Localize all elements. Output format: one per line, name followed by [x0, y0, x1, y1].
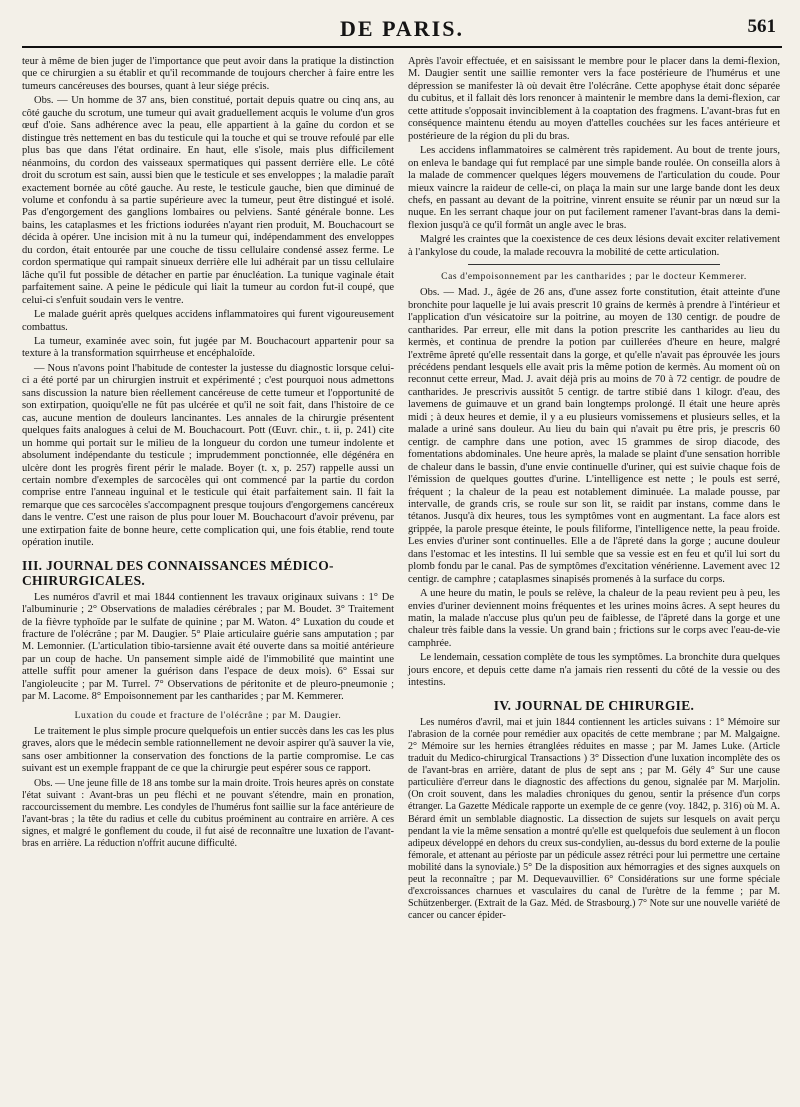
- page-header: [22, 12, 782, 48]
- paragraph: Les numéros d'avril et mai 1844 contiennent les travaux originaux suivans : 1° De l'albuminurie ; 2° Observations de maladies cérébrales ; par M. Boudet. 3° Traitement de la fièvre typhoïde par le sulfate de quinine ; par M. Waton. 4° Luxation du coude et fracture de l'olécrâne ; par M. Daugier. 5° Plaie articulaire guérie sans amputation ; par M. Lemonnier. (L'articulation tibio-tarsienne avait été ouverte dans sa moitié antérieure par un coup de hache. Un pansement simple aidé de l'immobilité que maintint une attelle suffit pour amener la guérison dans l'espace de deux mois). 6° Essai sur l'angioleucite ; par M. Turrel. 7° Observations de péritonite et de pleuro-pneumonie ; par M. Lacome. 8° Empoisonnement par les cantharides ; par M. Kemmerer.: [22, 591, 394, 703]
- section-heading: IV. JOURNAL DE CHIRURGIE.: [493, 697, 695, 713]
- paragraph: Les numéros d'avril, mai et juin 1844 contiennent les articles suivans : 1° Mémoire sur l'abrasion de la cornée pour remédier aux opacités de cette membrane ; par M. Malgaigne. 2° Mémoire sur les hernies étranglées réduites en masse ; par M. James Luke. (Article traduit du Medico-chirurgical Transactions ) 3° Dissection d'une luxation incomplète des os de l'avant-bras en arrière, datant de plus de sept ans ; par M. Gély 4° Sur une cause particulière d'erreur dans le diagnostic des affections du genou, signalée par M. Marjolin. (On croit souvent, dans les maladies chroniques du genou, sentir la présence d'un corps étranger. La Gazette Médicale rapporte un exemple de ce genre (voy. 1842, p. 316) où M. A. Bérard émit un semblable diagnostic. La dissection de sujets sur lesquels on avait perçu pendant la vie la même sensation a montré qu'elle est quelquefois due seulement à un flocon adipeux développé en dehors du creux sus-condylien, au-dessus du bord externe de la poulie fémorale, et attenant au périoste par un pédicule assez rétréci pour lui permettre une certaine mobilité dans la synoviale.) 5° De la disposition aux hémorragies et des signes auxquels on peut la reconnaître ; par M. Dequevauvillier. 6° Considérations sur une forme spéciale d'excroissances charnues et vasculaires du canal de l'urètre de la femme ; par M. Schützenberger. (Extrait de la Gaz. Méd. de Strasbourg.) 7° Note sur une nouvelle variété de cancer ou cancer épider-: [408, 716, 780, 922]
- paragraph: Après l'avoir effectuée, et en saisissant le membre pour le placer dans la demi-flexion, M. Daugier sentit une saillie remonter vers la face postérieure de l'humérus et une dépression se manifester là où devait être l'olécrâne. Cette apophyse était donc séparée du cubitus, et il fallait dès lors renoncer à maintenir le membre dans la demi-flexion, car cette attitude s'opposait invinciblement à la coaptation des fragmens. L'avant-bras fut en conséquence maintenu étendu au moyen d'attelles couchées sur les faces antérieure et postérieure de la région du pli du bras.: [408, 56, 780, 142]
- paragraph: Le lendemain, cessation complète de tous les symptômes. La bronchite dura quelques jours encore, et depuis cette dame n'a jamais rien ressenti du côté de la vessie ou des intestins.: [408, 652, 780, 689]
- paragraph: La tumeur, examinée avec soin, fut jugée par M. Bouchacourt appartenir pour sa texture à la transformation squirrheuse et encéphaloïde.: [22, 335, 394, 360]
- observation-paragraph: Obs. — Mad. J., âgée de 26 ans, d'une assez forte constitution, était atteinte d'une bronchite pour laquelle je lui avais prescrit 10 grains de kermès à prendre à l'intérieur et l'application d'un vésicatoire sur la poitrine, au moyen de 130 centigr. de poudre de cantharides. Par erreur, elle mit dans la potion prescrite les cantharides au lieu du kermès, et continua de prendre la potion par cuillerées d'heure en heure, malgré l'extrême âpreté qu'elle ressentait dans la gorge, et qu'elle n'avait pas éprouvée les jours précédens pendant lesquels elle avait pris la même potion de kermès. Au moment où on reconnut cette erreur, Mad. J. avait déjà pris au moins de 70 à 72 centigr. de poudre de cantharides. Je prescrivis aussitôt 5 centigr. de tartre stibié dans 1 kilogr. d'eau, des lavemens de guimauve et un grand bain longtemps prolongé. Il était une heure après midi ; à deux heures et demie, il y a eu plusieurs vomissemens et plusieurs selles, et la malade a uriné sans douleur. Au lieu du bain qui n'avait pu être pris, je prescris 60 centigr. de camphre dans une potion, avec 15 grammes de sirop diacode, des fomentations abdominales. Une heure après, la malade se plaint d'une sensation horrible de chaleur dans le bassin, d'une envie continuelle d'uriner, qui est suivie chaque fois de l'émission de quelques gouttes d'urine. L'intelligence est nette ; le pouls est serré, fréquent ; la chaleur de la peau est notablement diminuée. La malade pousse, par intervalle, de grands cris, se roule sur son lit, se raidit par instans, comme dans le tétanos. Jusqu'à dix heures, tous les symptômes vont en augmentant. La face alors est grippée, la parole presque éteinte, le pouls filiforme, l'intelligence nette, la peau froide. Les envies d'uriner sont continuelles. Elle a de l'âpreté dans la gorge ; aucune douleur dans l'estomac et les intestins. Il lui semble que sa vessie est en feu et qu'il lui sort du plomb fondu par le canal. Pas de symptômes d'excitation vénérienne. Lavement avec 12 centigr. de camphre ; cataplasmes sinapisés promenés à la surface du corps.: [408, 287, 780, 585]
- paragraph: Malgré les craintes que la coexistence de ces deux lésions devait exciter relativement à l'ankylose du coude, la malade recouvra la mobilité de cette articulation.: [408, 234, 780, 258]
- newspaper-page: [22, 12, 782, 924]
- observation-paragraph: Obs. — Une jeune fille de 18 ans tombe sur la main droite. Trois heures après on constate l'état suivant : Avant-bras un peu fléchi et ne pouvant s'étendre, main en pronation, raccourcissement du membre. Les condyles de l'humérus font saillie sur la face antérieure de l'avant-bras ; la tête du radius et celle du cubitus proéminent au contraire en arrière. A ces signes, et malgré le gonflement du coude, il fut aisé de reconnaître une luxation de l'avant-bras en arrière. La réduction n'offrit aucune difficulté.: [22, 777, 394, 850]
- paragraph: Le traitement le plus simple procure quelquefois un entier succès dans les cas les plus graves, alors que le médecin semble rationnellement ne devoir aspirer qu'à sauver la vie, sans oser ambitionner la conservation des fonctions de la partie compromise. Le cas suivant est un exemple frappant de ce que la chirurgie peut espérer sous ce rapport.: [22, 725, 394, 775]
- commentary-paragraph: — Nous n'avons point l'habitude de contester la justesse du diagnostic lorsque celui-ci a été porté par un chirurgien instruit et expérimenté ; c'est pourquoi nous admettons sans discussion la nature bien réellement cancéreuse de cette tumeur et l'opportunité de son extirpation, quoiqu'elle ne fût pas ulcérée et qu'il ne soit fait, dans l'histoire de ce cas, aucune mention de douleurs lancinantes. Les annales de la chirurgie présentent quelques faits analogues à celui de M. Bouchacourt. Pott (Œuvr. chir., t. ii, p. 241) cite un homme qui portait sur le milieu de la longueur du cordon une tumeur indolente et absolument indépendante du testicule ; imprudemment ponctionnée, elle dégénéra en ulcère dont les progrès firent périr le malade. Boyer (t. x, p. 257) rappelle aussi un certain nombre d'exemples de sarcocèles qui ont commencé par la partie du cordon comprise entre l'anneau inguinal et le testicule qui était parfaitement sain. Il fait la remarque que ces sarcocèles s'accompagnent presque toujours d'engorgemens cancéreux dans le ventre. C'est une raison de plus pour louer M. Bouchacourt d'avoir prévenu, par une extirpation faite de bonne heure, cette complication qui, une fois établie, rend toute opération inutile.: [22, 362, 394, 549]
- running-title: DE PARIS.: [340, 16, 464, 41]
- article-subheading: Luxation du coude et fracture de l'olécrâne ; par M. Daugier.: [74, 710, 342, 721]
- observation-paragraph: Obs. — Un homme de 37 ans, bien constitué, portait depuis quatre ou cinq ans, au côté gauche du scrotum, une tumeur qui avait graduellement acquis le volume d'un gros œuf d'oie. Sans adhérence avec la peau, elle appartient à la gaîne du cordon et se distingue très nettement en bas du testicule qui la touche et qui se trouve refoulé par elle plus bas que dans l'état ordinaire. En haut, elle s'isole, mais plus difficilement néanmoins, du cordon des vaisseaux spermatiques qui passent derrière elle. Le côté droit du scrotum est sain, aussi bien que le testicule et ses enveloppes ; la maladie paraît exactement bornée au côté gauche. Au reste, le testicule gauche, bien que diminué de volume et confondu à sa partie supérieure avec la tumeur, peut être distingué et isolé. Pas d'engorgement des ganglions lombaires ou pelviens. Santé générale bonne. Les bains, les cataplasmes et les frictions iodurées n'ayant rien produit, M. Bouchacourt se décida à opérer. Une incision mit à nu la tumeur qui, indépendamment des enveloppes du cordon, était entourée par une couche de tissu cellulaire condensé assez ferme. Le cordon spermatique qui rampait sinueux derrière elle lui adhérait par un tissu cellulaire lâche qu'il fut possible de détacher en partie par énucléation. La tunique vaginale était parfaitement saine. A peine le pédicule qui liait la tumeur au cordon fut-il coupé, que celui-ci s'enfuit soudain vers le ventre.: [22, 95, 394, 306]
- text-columns: [22, 56, 782, 924]
- paragraph: Les accidens inflammatoires se calmèrent très rapidement. Au bout de trente jours, on enleva le bandage qui fut remplacé par une simple bande roulée. On conseilla alors à la malade de commencer quelques légers mouvemens de l'articulation du coude. Pour mieux vaincre la raideur de celle-ci, on plaça la main sur une large bande dont les deux chefs, en passant au devant de la poitrine, vinrent ensuite se réunir par un nœud sur la nuque. En les serrant chaque jour on put facilement ramener l'avant-bras dans la demi-flexion jusqu'à ce qu'il formât un angle avec le bras.: [408, 145, 780, 231]
- paragraph: A une heure du matin, le pouls se relève, la chaleur de la peau revient peu à peu, les envies d'uriner deviennent moins fréquentes et les urines moins âcres. A sept heures du matin, la malade n'accuse plus qu'un peu de faiblesse, de l'âpreté dans la gorge et une chaleur très faible dans la vessie. Un grand bain ; frictions sur le corps avec l'eau-de-vie camphrée.: [408, 588, 780, 649]
- divider: [468, 264, 720, 265]
- section-heading: III. JOURNAL DES CONNAISSANCES MÉDICO-CHIRURGICALES.: [22, 557, 334, 588]
- left-column: [22, 56, 394, 924]
- paragraph: teur à même de bien juger de l'importance que peut avoir dans la pratique la distinction que ce chirurgien a su établir et qu'il recommande de toujours chercher à faire entre les tumeurs cancéreuses des bourses, quant à leur siége précis.: [22, 56, 394, 92]
- page-number: 561: [747, 16, 776, 37]
- article-subheading: Cas d'empoisonnement par les cantharides ; par le docteur Kemmerer.: [441, 272, 747, 283]
- right-column: [408, 56, 780, 924]
- paragraph: Le malade guérit après quelques accidens inflammatoires qui furent vigoureusement combattus.: [22, 309, 394, 333]
